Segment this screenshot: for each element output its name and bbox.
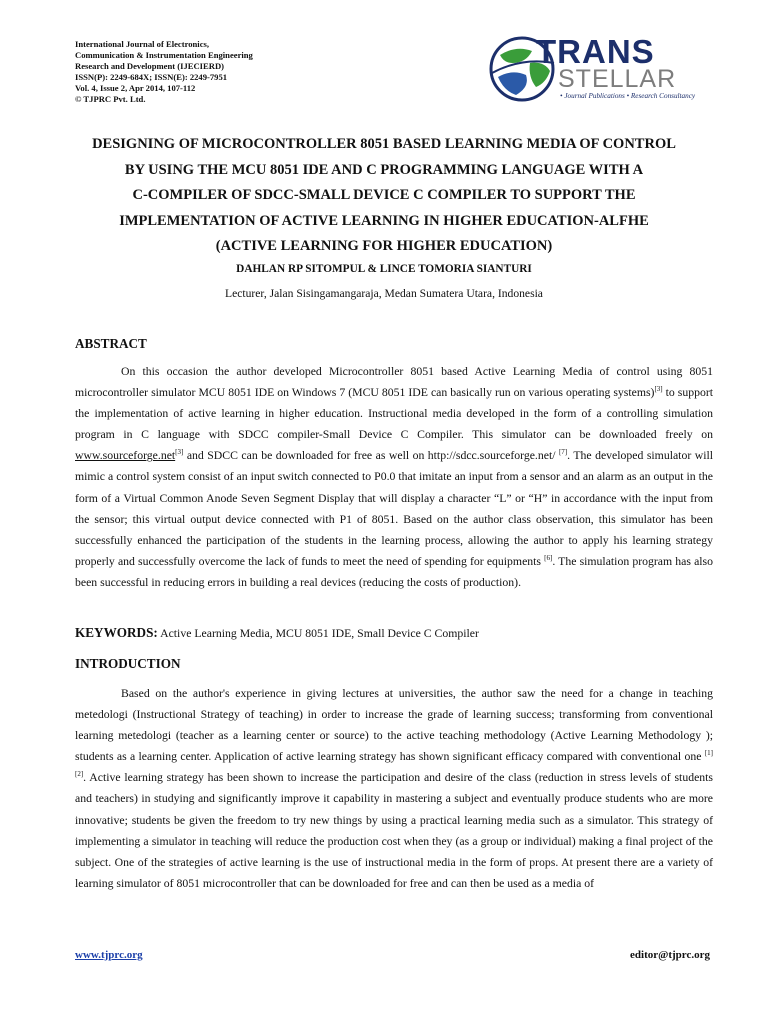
keywords [75,625,713,641]
journal-line: Research and Development (IJECIERD) [75,61,225,71]
introduction-heading: INTRODUCTION [75,656,181,671]
abstract-paragraph: On this occasion the author developed Microcontroller 8051 based Active Learning Media of control using 8051 microcontroller simulator MCU 8051 IDE on Windows 7 (MCU 8051 IDE can basically run on various operating systems)[3] to support the implementation of active learning in higher education. Instructional media developed in the form of a controlling simulation program in C language with SDCC compiler-Small Device C Compiler. This simulator can be downloaded freely on www.sourceforge.net[3] and SDCC can be downloaded for free as well on http://sdcc.sourceforge.net/ [7]. The developed simulator will mimic a control system consist of an input switch connected to P0.0 that imitate an input from a sensor and an alarm as an output in the form of a Virtual Common Anode Seven Segment Display that will display a character “L” or “H” in accordance with the input from the sensor; this virtual output device connected with P1 of 8051. Based on the author class observation, this simulator has been successfully enhanced the participation of the students in the learning process, allowing the author to apply his learning strategy properly and successfully overcome the lack of funds to meet the need of spending for equipments [6]. The simulation program has also been successful in reducing errors in building a real devices (reducing the costs of production). [75,365,713,589]
citation: [3] [654,385,663,394]
title-line: BY USING THE MCU 8051 IDE AND C PROGRAMMING LANGUAGE WITH A [124,161,644,178]
keywords-text: Active Learning Media, MCU 8051 IDE, Small Device C Compiler [157,627,479,640]
logo-word-stellar: STELLAR [558,65,677,93]
journal-line: International Journal of Electronics, [75,39,209,49]
citation: [3] [175,448,184,457]
logo-tagline: • Journal Publications • Research Consultancy [560,92,696,100]
citation: [7] [558,448,568,457]
journal-volume: Vol. 4, Issue 2, Apr 2014, 107-112 [75,83,196,93]
journal-issn: ISSN(P): 2249-684X; ISSN(E): 2249-7951 [75,72,228,82]
paper-title [60,132,708,260]
affiliation: Lecturer, Jalan Sisingamangaraja, Medan Sumatera Utara, Indonesia [225,287,543,300]
citation: [6] [544,553,553,562]
abstract-body [75,361,713,593]
title-line: IMPLEMENTATION OF ACTIVE LEARNING IN HIGHER EDUCATION-ALFHE [119,212,649,229]
journal-copyright: © TJPRC Pvt. Ltd. [75,94,146,104]
title-line: C-COMPILER OF SDCC-SMALL DEVICE C COMPILER TO SUPPORT THE [132,187,636,204]
journal-masthead [75,39,405,105]
authors: DAHLAN RP SITOMPUL & LINCE TOMORIA SIANTURI [236,263,532,275]
sourceforge-link[interactable]: www.sourceforge.net [75,449,176,463]
introduction-body [75,683,713,894]
footer-email: editor@tjprc.org [630,949,710,961]
logo-word-trans: TRANS [536,33,655,70]
journal-line: Communication & Instrumentation Engineering [75,50,253,60]
transstellar-logo [486,33,714,105]
introduction-paragraph: Based on the author's experience in giving lectures at universities, the author saw the need for a change in teaching metedologi (Instructional Strategy of teaching) in order to increase the grade of learning success; transforming from conventional learning metedologi (teacher as a learning center or source) to the active teaching methodology (Active Learning Methodology ); students as a learning center. Application of active learning strategy has shown significant efficacy compared with conventional one [1][2]. Active learning strategy has been shown to increase the participation and desire of the class (reduction in stress levels of students and teachers) in studying and significantly improve it capability in mastering a subject and eventually produce students who are more innovative; students be given the freedom to try new things by using a practical learning media such as a simulator. This strategy of implementing a simulator in teaching will reduce the production cost when they (as a group or individual) making a final project of the subject. One of the strategies of active learning is the use of instructional media in the form of props. At present there are a variety of learning simulator of 8051 microcontroller that can be downloaded for free and can then be used as a media of [75,687,713,890]
title-line: (ACTIVE LEARNING FOR HIGHER EDUCATION) [215,238,553,255]
citation: [1][2] [75,749,713,779]
abstract-heading: ABSTRACT [75,336,147,351]
title-line: DESIGNING OF MICROCONTROLLER 8051 BASED LEARNING MEDIA OF CONTROL [92,136,676,152]
footer-website-link[interactable]: www.tjprc.org [75,949,143,961]
keywords-label: KEYWORDS: [75,625,158,640]
